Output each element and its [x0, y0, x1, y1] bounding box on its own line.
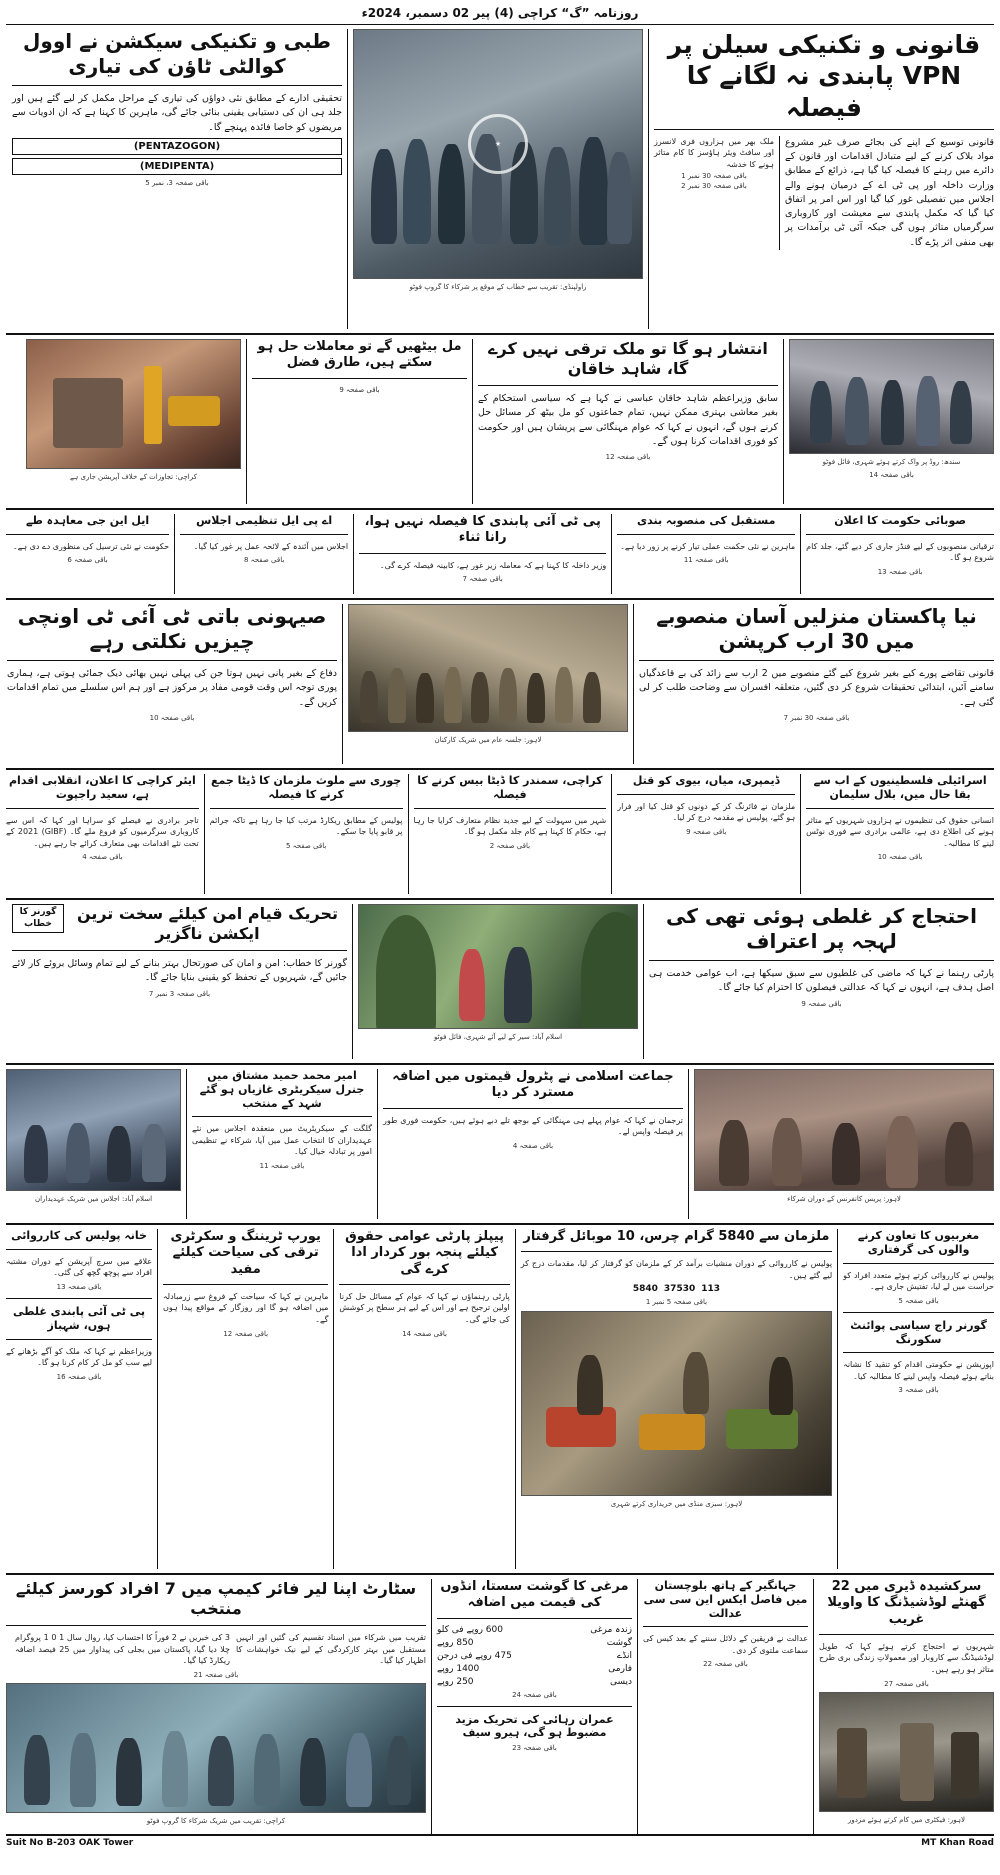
b8c6-ref: باقی صفحہ 16 [56, 1372, 102, 1381]
b8c1-headline: مغربیوں کا تعاون کرنے والوں کی گرفتاری [857, 1229, 980, 1256]
park-photo-caption: اسلام آباد: سیر کے لیے آئے شہری، فائل فوٹو [433, 1033, 563, 1041]
band8-col-4 [163, 1229, 328, 1569]
b8c2-ref: باقی صفحہ 3 [898, 1386, 939, 1395]
lead-ref2-right: باقی صفحہ 30 نمبر 2 [681, 181, 747, 190]
brief-3-body: اجلاس میں آئندہ کے لائحہ عمل پر غور کیا گیا۔ [193, 541, 349, 551]
card-3-body: پولیس کے مطابق ریکارڈ مرتب کیا جا رہا ہے تاکہ جرائم پر قابو پایا جا سکے۔ [209, 815, 403, 837]
card-0-ref: باقی صفحہ 10 [877, 853, 923, 862]
gilgit-headline: امیر محمد حمید مشتاق میں جنرل سیکریٹری غازیاں ہو گئے شہد کے منتخب [199, 1069, 365, 1110]
lead-ref-right: باقی صفحہ 30 نمبر 1 [681, 171, 747, 180]
band2-ref-2: باقی صفحہ 9 [339, 385, 380, 394]
zionist-story [7, 604, 337, 764]
imran-ref: باقی صفحہ 23 [512, 1744, 557, 1753]
band-six [6, 904, 994, 1059]
brief-0 [806, 514, 994, 594]
lead-photo [353, 29, 643, 279]
footer-address-left: Suit No B-203 OAK Tower [6, 1838, 134, 1848]
band-briefs [6, 514, 994, 594]
drugs-number-0: 113 [701, 1284, 721, 1295]
b8-drugs-ref: باقی صفحہ 5 نمبر 1 [645, 1298, 708, 1307]
corruption-story [639, 604, 994, 764]
brief-0-headline: صوبائی حکومت کا اعلان [834, 514, 966, 527]
photo-emblem: ★ [468, 114, 528, 174]
gilgit-body: گلگت کے سیکریٹریٹ میں منعقدہ اجلاس میں نئے عہدیداران کا انتخاب عمل میں آیا، شرکاء نے تنظیمی امور پر تبادلہ خیال کیا۔ [192, 1124, 372, 1157]
poultry-row-4-value: 250 روپے [437, 1676, 474, 1687]
rally-photo [348, 604, 628, 732]
band7-center-story [383, 1069, 683, 1219]
imran-headline: عمران رہائی کی تحریک مزید مضبوط ہو گی، ہیرو سیف [455, 1712, 614, 1740]
band-two [6, 339, 994, 504]
card-1 [617, 774, 795, 894]
card-0-headline: اسرائیلی فلسطینیوں کے اب سے بقا حال میں، بلال سلیمان [813, 774, 987, 801]
loadshedding-headline: سرکشیدہ ڈیری میں 22 گھنٹے لوڈشیڈنگ کا واویلا غریب [827, 1579, 986, 1627]
jamaat-ref: باقی صفحہ 4 [512, 1141, 554, 1150]
b8c1-ref: باقی صفحہ 5 [898, 1296, 939, 1305]
band8-col-2 [521, 1229, 832, 1569]
poultry-row-4-label: دیسی [609, 1676, 632, 1687]
brief-3 [180, 514, 348, 594]
band-nine [6, 1579, 994, 1834]
ceremony-photo [6, 1683, 426, 1813]
band-four [6, 604, 994, 764]
lead-sub-right: ملک بھر میں ہزاروں فری لانسرز اور سافٹ ویئر ہاؤسز کا کام متاثر ہونے کا خدشہ [654, 136, 774, 169]
band2-right-photo [26, 339, 241, 504]
startup-body: تقریب میں شرکاء میں اسناد تقسیم کی گئیں اور انہیں مستقبل میں بہتر کارکردگی کے لیے نیک خواہشات کا اظہار کیا گیا۔ [236, 1633, 426, 1666]
b9-mid-story [643, 1579, 808, 1834]
factory-photo-caption: لاہور: فیکٹری میں کام کرتے ہوئے مزدور [847, 1815, 966, 1824]
b8-drugs-headline: ملزمان سے 5840 گرام چرس، 10 موبائل گرفتار [523, 1229, 830, 1244]
lead-body-left: تحقیقی ادارے کے مطابق نئی دواؤں کی تیاری کے مراحل مکمل کر لیے گئے ہیں اور جلد ہی ان کی دستیابی یقینی بنائی جائے گی، ماہرین کا کہنا ہے کہ ان ادویات سے مریضوں کو خاصا فائدہ پہنچے گا۔ [12, 93, 342, 133]
press-photo-caption: لاہور: پریس کانفرنس کے دوران شرکاء [787, 1195, 901, 1203]
band2-headline: انتشار ہو گا تو ملک ترقی نہیں کرے گا، شاہد خاقان [488, 339, 768, 378]
brief-1-headline: مستقبل کی منصوبہ بندی [637, 514, 776, 527]
b8c6-headline: پی ٹی آئی پابندی غلطی ہوں، شہباز [12, 1305, 146, 1332]
peace-story [12, 904, 347, 1059]
jamaat-body: ترجمان نے کہا کہ عوام پہلے ہی مہنگائی کے بوجھ تلے دبے ہوئے ہیں، حکومت فوری طور پر فیصلہ واپس لے۔ [383, 1115, 683, 1137]
brief-1 [617, 514, 795, 594]
poultry-row-2-value: 475 روپے فی درجن [437, 1650, 512, 1661]
card-1-body: ملزمان نے فائرنگ کر کے دونوں کو قتل کیا اور فرار ہو گئے، پولیس نے مقدمہ درج کر لیا۔ [617, 801, 796, 823]
drugs-number-1: 37530 [663, 1284, 696, 1295]
b8c1-body: پولیس نے کارروائی کرتے ہوئے متعدد افراد کو حراست میں لے لیا، تفتیش جاری ہے۔ [843, 1270, 994, 1292]
band8-col-5 [6, 1229, 152, 1569]
startup-headline: سٹارٹ اپنا لیر فائر کیمپ میں 7 افراد کورسز کیلئے منتخب [15, 1579, 417, 1618]
b8c5-headline: خانہ پولیس کی کارروائی [11, 1229, 147, 1242]
park-photo-block [358, 904, 638, 1059]
band-eight [6, 1229, 994, 1569]
brief-2-headline: پی ٹی آئی پابندی کا فیصلہ نہیں ہوا، رانا ثناء [364, 514, 601, 546]
jamaat-headline: جماعت اسلامی نے پٹرول قیمتوں میں اضافہ مسترد کر دیا [392, 1069, 674, 1101]
lead-story-right [654, 29, 994, 329]
poultry-headline: مرغی کا گوشت سستا، انڈوں کی قیمت میں اضافہ [440, 1579, 629, 1611]
card-2-ref: باقی صفحہ 2 [489, 841, 531, 850]
peace-headline: تحریک قیام امن کیلئے سخت ترین ایکشن ناگزیر [76, 904, 339, 943]
b8c4-headline: یورپ ٹریننگ و سکرٹری ترقی کی سیاحت کیلئے مفید [170, 1229, 321, 1277]
brand-medipenta: (MEDIPENTA) [12, 158, 342, 175]
band2-body: سابق وزیراعظم شاہد خاقان عباسی نے کہا ہے کہ سیاسی استحکام کے بغیر معاشی بہتری ممکن نہیں، تمام جماعتوں کو مل بیٹھ کر مسائل حل کرنے ہوں گے، انہوں نے کہا کہ عوام مہنگائی سے پریشان ہیں اور حکومت کو فوری اقدامات کرنا ہوں گے۔ [478, 393, 778, 447]
brief-2-ref: باقی صفحہ 7 [462, 575, 503, 584]
brief-2-body: وزیر داخلہ کا کہنا ہے کہ معاملہ زیر غور ہے، کابینہ فیصلہ کرے گی۔ [379, 560, 607, 570]
poultry-row-3-value: 1400 روپے [437, 1663, 480, 1674]
b8c3-body: پارٹی رہنماؤں نے کہا کہ عوام کے مسائل حل کرنا اولین ترجیح ہے اور اس کے لیے ہر سطح پر کوشش کی جائے گی۔ [339, 1291, 510, 1324]
poultry-row-0-label: زندہ مرغی [590, 1624, 632, 1635]
card-0 [806, 774, 994, 894]
band-seven [6, 1069, 994, 1219]
demolition-caption: کراچی: تجاوزات کے خلاف آپریشن جاری ہے [70, 473, 197, 481]
peace-ref: باقی صفحہ 3 نمبر 7 [148, 989, 211, 998]
walk-photo [789, 339, 994, 454]
card-4-ref: باقی صفحہ 4 [82, 853, 123, 862]
lead-headline-left: طبی و تکنیکی سیکشن نے اوول کوالٹی ٹاؤن کی تیاری [23, 29, 331, 78]
b8c3-headline: پیپلز پارٹی عوامی حقوق کیلئے پنجہ بور کردار ادا کرے گی [345, 1229, 505, 1277]
footer-address-right: MT Khan Road [921, 1838, 994, 1848]
protest-story [649, 904, 994, 1059]
zionist-body: دفاع کے بغیر پانی نہیں ہوتا جن کی پہلی نہیں بھائی دیک جمائی ہوتی ہے، ہماری پوری توجہ اس وقت قومی مفاد پر مرکوز ہے اور ہم اس سلسلے میں تمام اقدامات کریں گے۔ [7, 668, 337, 708]
corruption-ref: باقی صفحہ 30 نمبر 7 [783, 713, 850, 722]
masthead: روزنامہ ”گ“ کراچی (4) پیر 02 دسمبر، 2024ء [6, 4, 994, 25]
band7-right-story [192, 1069, 372, 1219]
governor-badge: گورنر کا خطاب [12, 904, 64, 933]
meeting-photo [6, 1069, 181, 1191]
band2-left-photo [789, 339, 994, 504]
b8c6-body: وزیراعظم نے کہا کہ ملک کو آگے بڑھانے کے لیے سب کو مل کر کام کرنا ہو گا۔ [6, 1346, 153, 1368]
meeting-photo-caption: اسلام آباد: اجلاس میں شریک عہدیداران [34, 1195, 153, 1203]
corruption-body: قانونی تقاضے پورے کیے بغیر شروع کیے گئے منصوبے میں 2 ارب سے زائد کی بے قاعدگیاں سامنے آئیں، ابتدائی تحقیقات شروع کر دی گئیں، متعلقہ افسران سے وضاحت طلب کر لی گئی ہے۔ [639, 668, 994, 708]
protest-body: پارٹی رہنما نے کہا کہ ماضی کی غلطیوں سے سبق سیکھا ہے، اب عوامی خدمت ہی اصل ہدف ہے، انہوں نے کہا کہ عدالتی فیصلوں کا احترام کیا جائے گا۔ [649, 968, 994, 994]
b9-right-story [6, 1579, 426, 1834]
factory-photo [819, 1692, 994, 1812]
b8c5-body: علاقے میں سرچ آپریشن کے دوران مشتبہ افراد سے پوچھ گچھ کی گئی۔ [6, 1256, 153, 1278]
poultry-row-2-label: انڈے [616, 1650, 632, 1661]
brand-pentazogon: (PENTAZOGON) [12, 138, 342, 155]
lead-body-right: قانونی توسیع کے اپنے کی بجائے صرف غیر مشروع مواد بلاک کرنے کے لیے متبادل اقدامات اور قانون کے دائرے میں رہنے کا فیصلہ کیا گیا ہے، ذرائع کے مطابق وزارت داخلہ اور پی ٹی اے کے درمیان ہونے والے اجلاس میں تفصیلی غور کیا گیا اور اس امر پر اتفاق کیا گیا کہ مکمل پابندی سے معیشت اور کاروباری سرگرمیاں متاثر ہوں گی جبکہ آئی ٹی برآمدات پر بھی منفی اثر پڑے گا۔ [785, 136, 994, 248]
corruption-headline: نیا پاکستان منزلیں آسان منصوبے میں 30 ارب کرپشن [656, 604, 977, 653]
brief-1-ref: باقی صفحہ 11 [683, 556, 729, 565]
demolition-photo [26, 339, 241, 469]
lead-photo-caption: راولپنڈی: تقریب سے خطاب کے موقع پر شرکاء کا گروپ فوٹو [409, 283, 587, 291]
rally-photo-block [348, 604, 628, 764]
brief-4-ref: باقی صفحہ 6 [67, 556, 108, 565]
court-ref: باقی صفحہ 22 [703, 1660, 748, 1669]
brief-3-ref: باقی صفحہ 8 [243, 556, 285, 565]
brief-4-body: حکومت نے نئی ترسیل کی منظوری دے دی ہے۔ [12, 541, 170, 551]
card-3-ref: باقی صفحہ 5 [285, 841, 327, 850]
market-photo-caption: لاہور: سبزی منڈی میں خریداری کرتے شہری [610, 1499, 743, 1508]
b9-numbers-note: 3 کی خبریں نے 2 فوراً کا احتساب کیا، روال سال 1 0 1 پروگرام چلا دیا گیا، پاکستان میں بجلی کی پیداوار میں 25 فیصد اضافہ ریکارڈ کیا گیا۔ [15, 1633, 231, 1666]
card-1-headline: ڈیمپری، میاں، بیوی کو قتل [632, 774, 780, 787]
band2-ref: باقی صفحہ 12 [605, 453, 651, 461]
loadshedding-ref: باقی صفحہ 27 [884, 1679, 929, 1688]
b9-left-story [819, 1579, 994, 1834]
band7-left-photo [694, 1069, 994, 1219]
lead-ref-left: باقی صفحہ 3، نمبر 5 [145, 178, 209, 187]
poultry-row-3-label: فارمی [608, 1663, 632, 1674]
card-4-headline: ایئر کراچی کا اعلان، انقلابی اقدام ہے، سعید راجپوت [8, 774, 196, 801]
poultry-row-1-label: گوشت [606, 1637, 632, 1648]
zionist-ref: باقی صفحہ 10 [149, 713, 195, 722]
card-4 [6, 774, 199, 894]
brief-2 [359, 514, 606, 594]
brief-0-ref: باقی صفحہ 13 [877, 567, 923, 576]
card-3-headline: چوری سے ملوث ملزمان کا ڈیٹا جمع کرنے کا فیصلہ [211, 774, 402, 801]
poultry-row-1-value: 850 روپے [437, 1637, 474, 1648]
lead-story-left [12, 29, 342, 329]
brief-0-body: ترقیاتی منصوبوں کے لیے فنڈز جاری کر دیے گئے، جلد کام شروع ہو گا۔ [806, 541, 994, 563]
drugs-number-2: 5840 [632, 1284, 658, 1295]
walk-photo-caption: سندھ: روڈ پر واک کرتے ہوئے شہری، فائل فوٹو [822, 458, 961, 466]
court-body: عدالت نے فریقین کے دلائل سننے کے بعد کیس کی سماعت ملتوی کر دی۔ [643, 1634, 808, 1655]
protest-ref: باقی صفحہ 9 [801, 999, 842, 1008]
card-3 [210, 774, 403, 894]
b8-drugs-body: پولیس نے کارروائی کے دوران منشیات برآمد کر کے ملزمان کو گرفتار کر لیا، مقدمات درج کر لیے گئے ہیں۔ [520, 1259, 833, 1280]
zionist-headline: صیہونی باتی ٹی آئی ٹی اونچی چیزیں نکلتی رہے [17, 604, 327, 653]
band2-center2 [252, 339, 467, 504]
poultry-ref: باقی صفحہ 24 [512, 1690, 557, 1699]
band-five [6, 774, 994, 894]
card-0-body: انسانی حقوق کی تنظیموں نے ہزاروں شہریوں کے متاثر ہونے کی اطلاع دی ہے، عالمی برادری سے فوری نوٹس لینے کا مطالبہ۔ [806, 815, 994, 848]
band2-center [478, 339, 778, 504]
b8c4-body: ماہرین نے کہا کہ سیاحت کے فروغ سے زرمبادلہ میں اضافہ ہو گا اور روزگار کے مواقع پیدا ہوں گے۔ [162, 1291, 329, 1324]
poultry-row-0-value: 600 روپے فی کلو [437, 1624, 503, 1635]
card-2-headline: کراچی، سمندر کا ڈیٹا بیس کرنے کا فیصلہ [417, 774, 603, 801]
card-1-ref: باقی صفحہ 9 [686, 827, 727, 836]
startup-ref: باقی صفحہ 21 [193, 1670, 239, 1679]
band8-col-3 [339, 1229, 509, 1569]
lead-photo-block [353, 29, 643, 329]
card-2-body: شہر میں سہولت کے لیے جدید نظام متعارف کرایا جا رہا ہے، حکام کا کہنا ہے کام جلد مکمل ہو گا۔ [413, 815, 607, 837]
loadshedding-body: شہریوں نے احتجاج کرتے ہوئے کہا کہ طویل لوڈشیڈنگ سے کاروبار اور معمولاتِ زندگی بری طرح متاثر ہو رہے ہیں۔ [819, 1641, 994, 1674]
market-photo [521, 1311, 832, 1496]
brief-4-headline: ایل این جی معاہدہ طے [26, 514, 150, 527]
park-photo [358, 904, 638, 1029]
ceremony-photo-caption: کراچی: تقریب میں شریک شرکاء کا گروپ فوٹو [146, 1816, 286, 1825]
lead-headline-right: قانونی و تکنیکی سیلن پر VPN پابندی نہ لگانے کا فیصلہ [667, 30, 981, 122]
b8c2-body: اپوزیشن نے حکومتی اقدام کو تنقید کا نشانہ بناتے ہوئے فیصلہ واپس لینے کا مطالبہ کیا۔ [843, 1360, 994, 1381]
page-footer [6, 1834, 994, 1848]
peace-body: گورنر کا خطاب: امن و امان کی صورتحال بہتر بنانے کے لیے تمام وسائل بروئے کار لائے جائیں گے، شہریوں کے تحفظ کو یقینی بنایا جائے گا۔ [12, 958, 347, 984]
brief-1-body: ماہرین نے نئی حکمت عملی تیار کرنے پر زور دیا ہے۔ [620, 541, 796, 551]
brief-4 [6, 514, 169, 594]
b8c3-ref: باقی صفحہ 14 [402, 1329, 447, 1338]
card-4-body: تاجر برادری نے فیصلے کو سراہا اور کہا کہ اس سے کاروباری سرگرمیوں کو فروغ ملے گا۔ (GIBF) 2021 کے تحت نئے اقدامات بھی متعارف کرائے جا رہے ہیں۔ [6, 815, 199, 848]
band-top [6, 29, 994, 329]
brief-3-headline: اے پی ایل تنظیمی اجلاس [196, 514, 333, 527]
card-2 [414, 774, 607, 894]
protest-headline: احتجاج کر غلطی ہوئی تھی کی لہجہ پر اعتراف [665, 904, 977, 953]
band2-headline-2: مل بیٹھیں گے تو معاملات حل ہو سکتے ہیں، طارق فضل [257, 339, 462, 371]
gilgit-ref: باقی صفحہ 11 [259, 1162, 305, 1171]
rally-photo-caption: لاہور: جلسہ عام میں شریک کارکنان [434, 736, 542, 744]
walk-photo-ref: باقی صفحہ 14 [869, 471, 914, 480]
b8c4-ref: باقی صفحہ 12 [223, 1329, 269, 1338]
band7-right-photo [6, 1069, 181, 1219]
poultry-block [437, 1579, 632, 1834]
b8c5-ref: باقی صفحہ 13 [56, 1282, 102, 1291]
press-photo [694, 1069, 994, 1191]
band8-col-1 [843, 1229, 994, 1569]
b8c2-headline: گورنر راج سیاسی پوائنٹ سکورنگ [850, 1318, 987, 1346]
court-headline: جہانگیر کے ہاتھ بلوچستان میں فاصل ایکس این سی سی عدالت [643, 1579, 808, 1620]
